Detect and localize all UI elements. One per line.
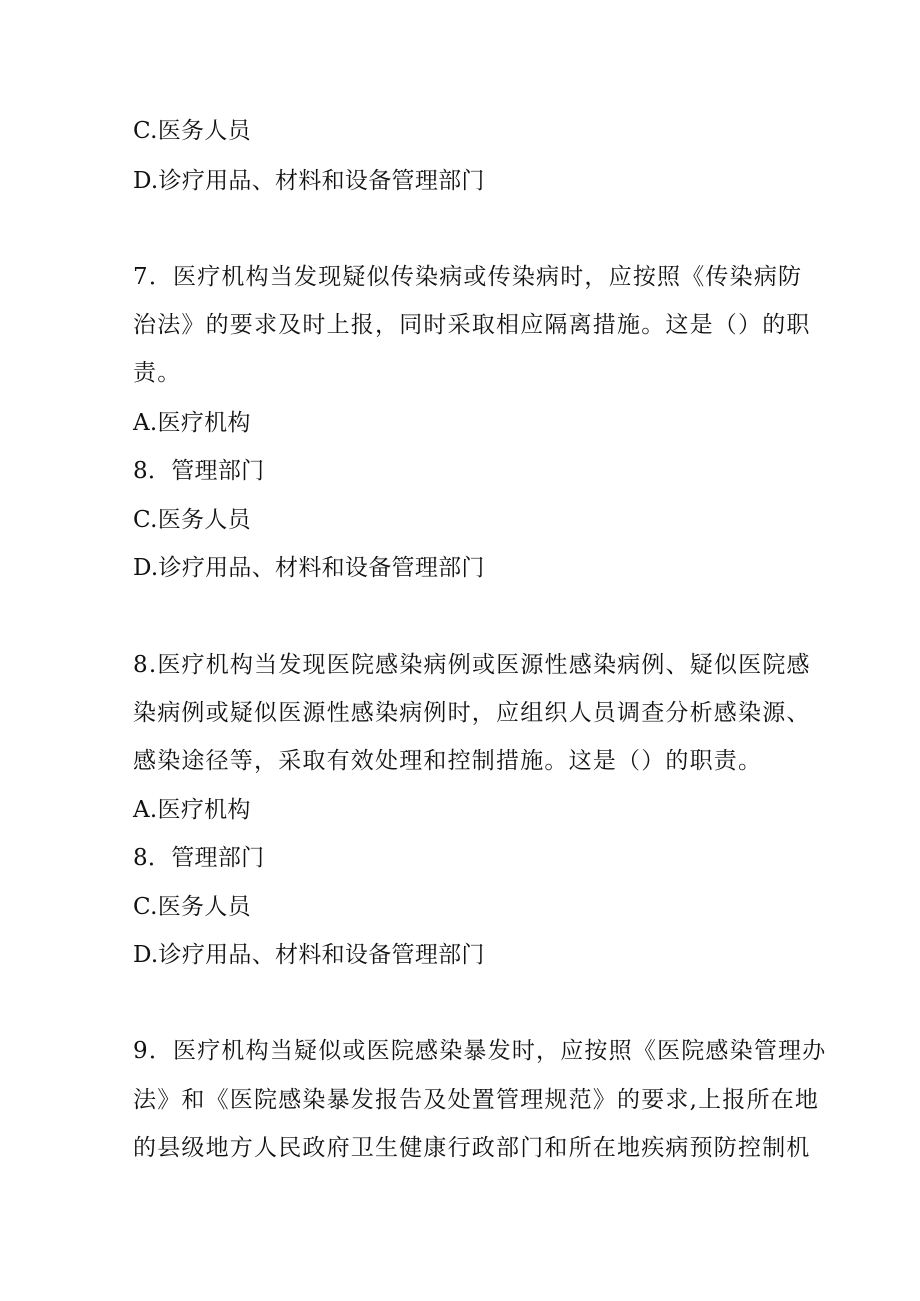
prev-option-d: D.诊疗用品、材料和设备管理部门 — [133, 168, 485, 194]
question-7-line-2: 治法》的要求及时上报，同时采取相应隔离措施。这是（）的职 — [133, 312, 811, 338]
question-7-line-1: 7．医疗机构当发现疑似传染病或传染病时，应按照《传染病防 — [133, 264, 803, 290]
question-9-line-3: 的县级地方人民政府卫生健康行政部门和所在地疾病预防控制机 — [133, 1135, 811, 1161]
question-7-option-b: 8．管理部门 — [133, 458, 265, 484]
question-7-line-3: 责。 — [133, 360, 182, 386]
question-8-line-3: 感染途径等，采取有效处理和控制措施。这是（）的职责。 — [133, 748, 763, 774]
question-9-line-2: 法》和《医院感染暴发报告及处置管理规范》的要求,上报所在地 — [133, 1087, 820, 1113]
question-9-line-1: 9．医疗机构当疑似或医院感染暴发时，应按照《医院感染管理办 — [133, 1038, 827, 1064]
question-8-option-c: C.医务人员 — [133, 894, 251, 920]
question-8-option-a: A.医疗机构 — [133, 797, 251, 823]
question-8-line-1: 8.医疗机构当发现医院感染病例或医源性感染病例、疑似医院感 — [133, 652, 811, 678]
question-8-option-d: D.诊疗用品、材料和设备管理部门 — [133, 942, 485, 968]
question-7-option-c: C.医务人员 — [133, 507, 251, 533]
question-8-option-b: 8．管理部门 — [133, 845, 265, 871]
question-7-option-d: D.诊疗用品、材料和设备管理部门 — [133, 555, 485, 581]
prev-option-c: C.医务人员 — [133, 118, 251, 144]
question-8-line-2: 染病例或疑似医源性感染病例时，应组织人员调查分析感染源、 — [133, 700, 811, 726]
question-7-option-a: A.医疗机构 — [133, 410, 251, 436]
